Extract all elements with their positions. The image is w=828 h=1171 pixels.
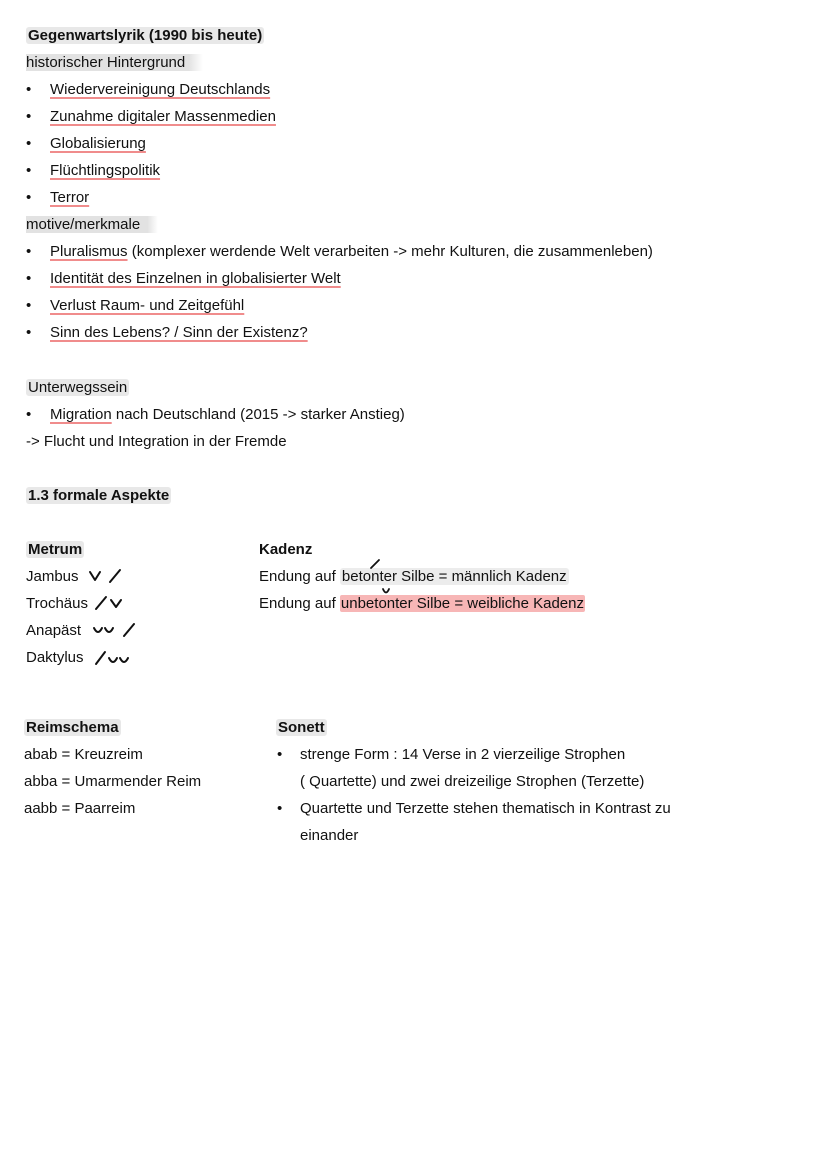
bullet-marker (26, 81, 34, 99)
trochaeus-meter-icon (94, 594, 134, 614)
bullet-marker (26, 297, 34, 315)
migration-text: nach Deutschland (2015 -> starker Anstieg) (111, 406, 405, 423)
metrum-heading: Metrum (28, 541, 83, 558)
list-item: Sinn des Lebens? / Sinn der Existenz? (50, 324, 308, 341)
kadenz-weiblich: unbetonter Silbe = weibliche Kadenz (340, 595, 584, 612)
bullet-marker (26, 189, 34, 207)
kadenz-line2-prefix: Endung auf (259, 595, 340, 612)
kadenz-heading: Kadenz (259, 541, 313, 558)
bullet-marker (26, 162, 34, 180)
pluralismus-word: Pluralismus (50, 243, 128, 260)
flucht-line: -> Flucht und Integration in der Fremde (26, 433, 287, 450)
metrum-jambus: Jambus (26, 568, 79, 585)
bullet-marker (26, 243, 34, 261)
list-item: Terror (50, 189, 90, 206)
hintergrund-heading: historischer Hintergrund (26, 54, 203, 71)
jambus-meter-icon (88, 567, 128, 587)
reimschema-item: abab = Kreuzreim (24, 746, 143, 763)
migration-word: Migration (50, 406, 112, 423)
reimschema-item: abba = Umarmender Reim (24, 773, 202, 790)
bullet-marker (26, 324, 34, 342)
reimschema-item: aabb = Paarreim (24, 800, 136, 817)
bullet-marker (26, 108, 34, 126)
bullet-marker (26, 270, 34, 288)
sonett-item: einander (300, 827, 359, 844)
daktylus-meter-icon (94, 648, 144, 670)
metrum-anapaest: Anapäst (26, 622, 82, 639)
stressed-mark-icon (369, 558, 383, 570)
bullet-marker (26, 406, 34, 424)
unstressed-mark-icon (381, 587, 393, 597)
list-item: Zunahme digitaler Massenmedien (50, 108, 276, 125)
motive-heading: motive/merkmale (26, 216, 158, 233)
kadenz-line1-prefix: Endung auf (259, 568, 340, 585)
list-item: Wiedervereinigung Deutschlands (50, 81, 271, 98)
reimschema-heading: Reimschema (26, 719, 119, 736)
kadenz-maennlich: betonter Silbe = männlich Kadenz (341, 568, 567, 585)
bullet-marker: • (277, 800, 283, 817)
pluralismus-text: (komplexer werdende Welt verarbeiten -> mehr Kulturen, die zusammenleben) (127, 243, 653, 260)
list-item: Globalisierung (50, 135, 146, 152)
sonett-item: strenge Form : 14 Verse in 2 vierzeilige Strophen (300, 746, 626, 763)
metrum-trochaeus: Trochäus (26, 595, 88, 612)
metrum-daktylus: Daktylus (26, 649, 84, 666)
list-item: Flüchtlingspolitik (50, 162, 161, 179)
sonett-heading: Sonett (278, 719, 325, 736)
list-item: Identität des Einzelnen in globalisierter Welt (50, 270, 341, 287)
anapaest-meter-icon (92, 621, 142, 641)
bullet-marker: • (277, 746, 283, 763)
sonett-item: Quartette und Terzette stehen thematisch in Kontrast zu (300, 800, 671, 817)
bullet-marker (26, 135, 34, 153)
list-item: Verlust Raum- und Zeitgefühl (50, 297, 245, 314)
unterwegs-heading: Unterwegssein (28, 379, 128, 396)
sonett-item: ( Quartette) und zwei dreizeilige Strophen (Terzette) (300, 773, 645, 790)
formal-heading: 1.3 formale Aspekte (28, 487, 170, 504)
page-title: Gegenwartslyrik (1990 bis heute) (28, 27, 263, 44)
